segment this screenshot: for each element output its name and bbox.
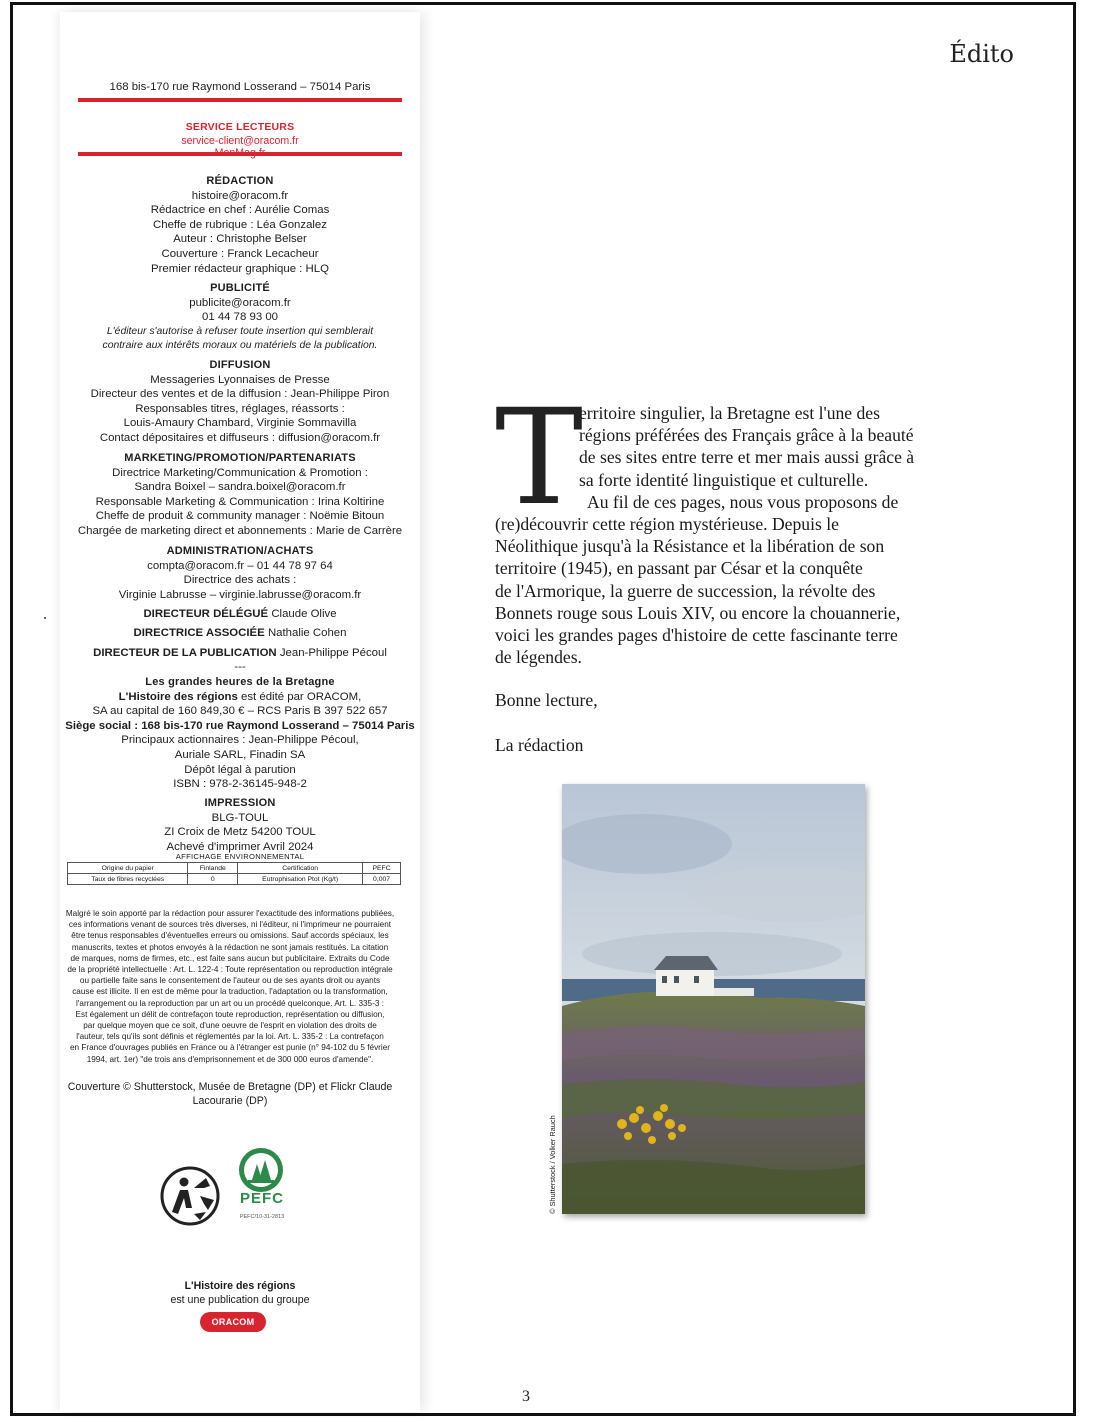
service-email-link[interactable]: service-client@oracom.fr	[181, 134, 299, 147]
landscape-photo	[562, 784, 865, 1214]
redaction-heading: RÉDACTION	[206, 175, 274, 187]
administration-block: ADMINISTRATION/ACHATS compta@oracom.fr – 01 44 78 97 64 Directrice des achats : Virginie Labrusse – virginie.labrusse@oracom.fr	[118, 545, 362, 601]
directeur-delegue: DIRECTEUR DÉLÉGUÉ Claude Olive	[143, 608, 337, 620]
cover-credit: Couverture © Shutterstock, Musée de Bretagne (DP) et Flickr Claude Lacourarie (DP)	[67, 1081, 393, 1107]
scan-speck	[44, 617, 46, 619]
page-title: Édito	[949, 40, 1014, 68]
publisher-block: L'Histoire des régions est une publication du groupe	[170, 1280, 310, 1306]
directeur-publication: DIRECTEUR DE LA PUBLICATION Jean-Philippe Pécoul	[93, 647, 387, 659]
legal-notice: Malgré le soin apporté par la rédaction pour assurer l'exactitude des informations publiées, ces informations venant de sources très diverses, ni l'éditeur, ni l'imprimeur ne pourraient être tenus responsables d'éventuelles erreurs ou omissions. Sauf accords spéciaux, les manuscrits, textes et photos envoyés à la rédaction ne sont jamais restitués. La citation de marques, noms de firmes, etc., est faite sans aucun but publicitaire. Extraits du Code de la propriété intellectuelle : Art. L. 122-4 : Toute représentation ou reproduction intégrale ou partielle faite sans le consentement de l'auteur ou de ses ayants droit ou ayants cause est illicite. Il en est de même pour la traduction, l'adaptation ou la transformation, l'arrangement ou la reproduction par un art ou un procédé quelconque. Art. L. 335-3 : Est également un délit de contrefaçon toute reproduction, représentation ou diffusion, par quelque moyen que ce soit, d'une oeuvre de l'esprit en violation des droits de l'auteur, tels qu'ils sont définis et réglementés par la loi. Art. L. 335-2 : La contrefaçon en France d'ouvrages publiés en France ou à l'étranger est punie (n° 94-102 du 5 février 1994, art. 1er) "de trois ans d'emprisonnement et de 300 000 euros d'amende".	[65, 909, 395, 1064]
masthead-address: 168 bis-170 rue Raymond Losserand – 75014 Paris	[109, 81, 371, 93]
publicite-email[interactable]: publicite@oracom.fr	[189, 296, 291, 309]
environment-title: AFFICHAGE ENVIRONNEMENTAL	[175, 852, 305, 861]
diffusion-block: DIFFUSION Messageries Lyonnaises de Presse Directeur des ventes et de la diffusion : Jean-Philippe Piron Responsables titres, réglages, réassorts : Louis-Amaury Chambard, Virginie Sommavilla Contact dépositaires et diffuseurs : diffusion@oracom.fr	[90, 359, 390, 444]
service-lecteurs: SERVICE LECTEURS service-client@oracom.fr	[60, 120, 420, 160]
greeting: Bonne lecture,	[495, 690, 598, 710]
publicite-block: PUBLICITÉ publicite@oracom.fr 01 44 78 93 00 L'éditeur s'autorise à refuser toute insertion qui semblerait contraire aux intérêts moraux ou matériels de la publication.	[60, 281, 420, 354]
redaction-email[interactable]: histoire@oracom.fr	[191, 189, 289, 202]
oracom-logo[interactable]: ORACOM	[200, 1312, 266, 1332]
signature: La rédaction	[495, 735, 584, 755]
separator: ---	[234, 661, 246, 673]
drop-cap: T	[495, 381, 584, 535]
pefc-code: PEFC/10-31-2813	[239, 1214, 285, 1220]
edito-text: erritoire singulier, la Bretagne est l'une des régions préférées des Français grâce à la beauté de ses sites entre terre et mer mais aussi grâce à sa forte identité linguistique et culturelle. Au fil de ces pages, nous vous proposons de (re)découvrir cette région mystérieuse. Depuis le Néolithique jusqu'à la Résistance et la libération de son territoire (1945), en passant par César et la conquête de l'Armorique, la guerre de succession, la révolte des Bonnets rouge sous Louis XIV, ou encore la chouannerie, voici les grandes pages d'histoire de cette fascinante terre de légendes.	[495, 403, 915, 668]
photo-credit: © Shutterstock / Volker Rauch	[548, 1115, 557, 1214]
publication-info: Les grandes heures de la Bretagne L'Histoire des régions est édité par ORACOM, SA au capital de 160 849,30 € – RCS Paris B 397 522 657 Siège social : 168 bis-170 rue Raymond Losserand – 75014 Paris Principaux actionnaires : Jean-Philippe Pécoul, Auriale SARL, Finadin SA Dépôt légal à parution ISBN : 978-2-36145-948-2	[65, 676, 415, 791]
page-number: 3	[522, 1388, 530, 1405]
directrice-associee: DIRECTRICE ASSOCIÉE Nathalie Cohen	[133, 627, 347, 639]
red-rule-bottom	[78, 152, 402, 156]
redaction-block: RÉDACTION histoire@oracom.fr Rédactrice en chef : Aurélie Comas Cheffe de rubrique : Léa Gonzalez Auteur : Christophe Belser Couverture : Franck Lecacheur Premier rédacteur graphique : HLQ	[60, 174, 420, 276]
pefc-label: PEFC	[239, 1190, 284, 1207]
impression-block: IMPRESSION BLG-TOUL ZI Croix de Metz 54200 TOUL Achevé d'imprimer Avril 2024	[164, 797, 316, 853]
environment-table	[67, 862, 401, 885]
recycle-icon	[160, 1148, 224, 1235]
table-row: Origine du papier Finlande Certification PEFC	[68, 863, 401, 874]
table-row: Taux de fibres recyclées 0 Eutrophisation Ptot (Kg/t) 0,007	[68, 874, 401, 885]
red-rule-top	[78, 98, 402, 102]
pefc-logo	[228, 1146, 294, 1223]
marketing-block: MARKETING/PROMOTION/PARTENARIATS Directrice Marketing/Communication & Promotion : Sandra Boixel – sandra.boixel@oracom.fr Responsable Marketing & Communication : Irina Koltirine Cheffe de produit & community manager : Noëmie Bitoun Chargée de marketing direct et abonnements : Marie de Carrère	[77, 452, 403, 537]
